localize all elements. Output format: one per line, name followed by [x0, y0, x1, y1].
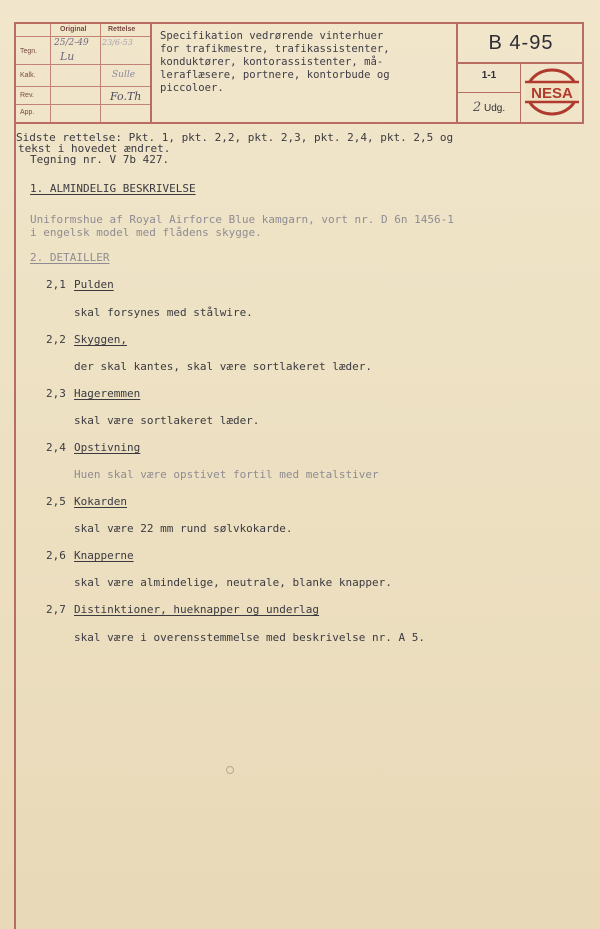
stamp-label-rev: Rev.: [20, 92, 34, 99]
stamp-row-line: [16, 104, 150, 105]
detail-title-opstivning: Opstivning: [74, 441, 141, 454]
stamp-col-rettelse: Rettelse: [108, 26, 136, 33]
stamp-label-app: App.: [20, 109, 35, 116]
detail-title-kokarden: Kokarden: [74, 495, 127, 508]
logo-text: NESA: [531, 85, 573, 102]
sheet-number: 1-1: [481, 70, 497, 81]
section-1-heading: 1. ALMINDELIG BESKRIVELSE: [30, 182, 196, 195]
specification-title: Specifikation vedrørende vinterhuer for trafikmestre, trafikassistenter, konduktører, kontorassistenter, må- leraflæsere, portnere, kontorbude og piccoloer.: [160, 30, 390, 94]
revision-line-1: Sidste rettelse: Pkt. 1, pkt. 2,2, pkt. 2,3, pkt. 2,4, pkt. 2,5 og: [16, 131, 454, 144]
detail-text: skal være i overensstemmelse med beskrivelse nr. A 5.: [74, 631, 425, 644]
detail-number: 2,5: [46, 495, 66, 508]
box-divider: [458, 92, 520, 93]
stamp-row-line: [16, 86, 150, 87]
detail-title-knapperne: Knapperne: [74, 549, 134, 562]
section-1-text-line-1: Uniformshue af Royal Airforce Blue kamgarn, vort nr. D 6n 1456-1: [30, 213, 454, 226]
punch-mark: [226, 766, 234, 774]
detail-number: 2,4: [46, 441, 66, 454]
detail-title-pulden: Pulden: [74, 278, 114, 291]
left-margin-rule: [14, 22, 16, 929]
stamp-label-tegn: Tegn.: [20, 48, 38, 55]
edition: [458, 100, 520, 115]
detail-text: skal være almindelige, neutrale, blanke knapper.: [74, 576, 392, 589]
approval-stamp: [16, 24, 152, 122]
stamp-col-original: Original: [60, 26, 87, 33]
section-2-heading: 2. DETAILLER: [30, 251, 110, 264]
stamp-divider: [100, 24, 101, 122]
detail-number: 2,2: [46, 333, 66, 346]
title-block: [14, 22, 584, 124]
sheet-edition-box: [458, 62, 521, 122]
nesa-logo-icon: [524, 66, 580, 118]
detail-title-hageremmen: Hageremmen: [74, 387, 141, 400]
detail-text: Huen skal være opstivet fortil med metalstiver: [74, 468, 379, 481]
stamp-row-line: [16, 64, 150, 65]
detail-number: 2,6: [46, 549, 66, 562]
kalk-rettelse: Sulle: [112, 70, 136, 80]
rev-rettelse: Fo.Th: [110, 90, 142, 103]
detail-title-distinktioner: Distinktioner, hueknapper og underlag: [74, 603, 320, 616]
detail-text: skal være 22 mm rund sølvkokarde.: [74, 522, 293, 535]
stamp-row-line: [16, 36, 150, 37]
tegn-initials: Lu: [60, 50, 75, 63]
tegn-rettelse-date: 23/6-53: [102, 38, 133, 47]
detail-text: der skal kantes, skal være sortlakeret læder.: [74, 360, 373, 373]
stamp-divider: [50, 24, 51, 122]
tegn-date: 25/2-49: [54, 38, 89, 48]
edition-label: Udg.: [483, 103, 506, 114]
stamp-label-kalk: Kalk.: [20, 72, 36, 79]
detail-text: skal være sortlakeret læder.: [74, 414, 260, 427]
revision-line-2: tekst i hovedet ændret.: [18, 142, 171, 155]
detail-title-skyggen: Skyggen,: [74, 333, 127, 346]
document-number: B 4-95: [458, 24, 584, 64]
edition-number: 2: [472, 100, 482, 115]
detail-number: 2,1: [46, 278, 66, 291]
drawing-number: Tegning nr. V 7b 427.: [30, 153, 170, 166]
detail-number: 2,7: [46, 603, 66, 616]
document-id-box: [456, 24, 584, 122]
detail-text: skal forsynes med stålwire.: [74, 306, 253, 319]
section-1-text-line-2: i engelsk model med flådens skygge.: [30, 226, 262, 239]
detail-number: 2,3: [46, 387, 66, 400]
